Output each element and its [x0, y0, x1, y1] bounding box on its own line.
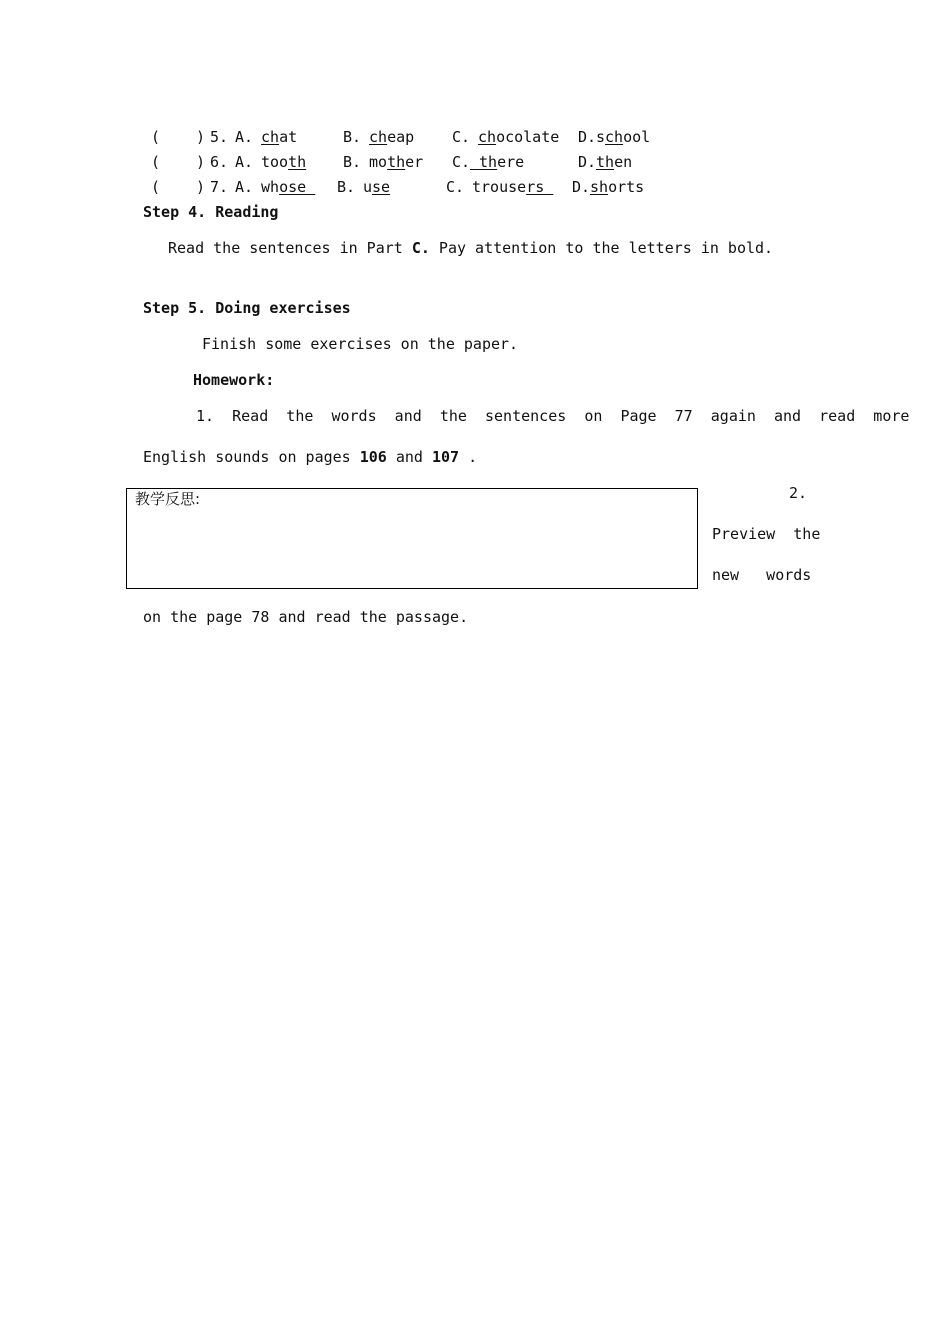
option-a-word: tooth	[261, 153, 307, 171]
homework-item2-line2: new words	[712, 566, 812, 584]
option-d-letter: D.	[572, 178, 591, 196]
option-a-letter: A.	[235, 128, 254, 146]
step4-instruction: Read the sentences in Part C. Pay attention to the letters in bold.	[168, 239, 774, 257]
option-c-letter: C.	[452, 153, 471, 171]
homework-heading: Homework:	[193, 371, 275, 389]
answer-paren-close: )	[196, 178, 206, 196]
homework-item2-line1: Preview the	[712, 525, 821, 543]
answer-paren-open: (	[151, 128, 161, 146]
option-d-word: then	[596, 153, 633, 171]
option-c-letter: C.	[446, 178, 465, 196]
option-b-letter: B.	[343, 153, 362, 171]
step5-heading: Step 5. Doing exercises	[143, 299, 351, 317]
step4-heading: Step 4. Reading	[143, 203, 279, 221]
option-b-letter: B.	[343, 128, 362, 146]
option-d-letter: D.	[578, 128, 597, 146]
option-c-word: chocolate	[478, 128, 560, 146]
option-c-word: trousers	[472, 178, 554, 196]
answer-paren-close: )	[196, 153, 206, 171]
homework-item2-line3: on the page 78 and read the passage.	[143, 608, 469, 626]
option-b-letter: B.	[337, 178, 356, 196]
option-d-word: school	[596, 128, 651, 146]
answer-paren-open: (	[151, 153, 161, 171]
option-d-letter: D.	[578, 153, 597, 171]
option-b-word: cheap	[369, 128, 415, 146]
homework-item1-line1: 1. Read the words and the sentences on Page 77 again and read more	[196, 407, 910, 425]
question-number: 5.	[210, 128, 229, 146]
option-a-letter: A.	[235, 178, 254, 196]
teaching-reflection-box	[126, 488, 698, 589]
answer-paren-open: (	[151, 178, 161, 196]
option-c-letter: C.	[452, 128, 471, 146]
step5-instruction: Finish some exercises on the paper.	[202, 335, 519, 353]
option-c-word: there	[470, 153, 525, 171]
teaching-reflection-label: 教学反思:	[135, 490, 201, 508]
option-a-word: whose	[261, 178, 316, 196]
option-d-word: shorts	[590, 178, 645, 196]
answer-paren-close: )	[196, 128, 206, 146]
question-number: 6.	[210, 153, 229, 171]
homework-item2-number: 2.	[789, 484, 808, 502]
option-a-word: chat	[261, 128, 298, 146]
homework-item1-line2: English sounds on pages 106 and 107 .	[143, 448, 478, 466]
question-number: 7.	[210, 178, 229, 196]
option-b-word: use	[363, 178, 391, 196]
option-b-word: mother	[369, 153, 424, 171]
option-a-letter: A.	[235, 153, 254, 171]
